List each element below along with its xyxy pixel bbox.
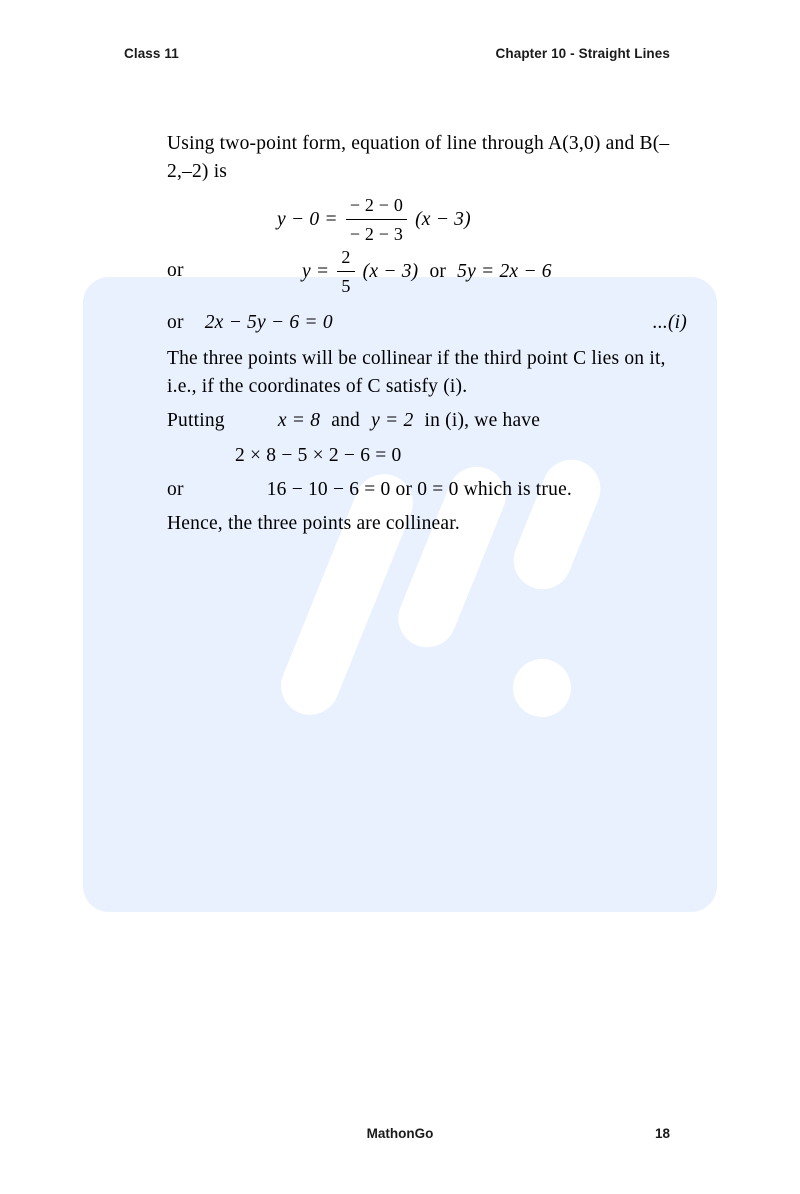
putting-value-y: y = 2 <box>371 410 414 432</box>
equation-two-point-form <box>167 193 687 244</box>
collinear-condition-paragraph: The three points will be collinear if the third point C lies on it, i.e., if the coordinates of C satisfy (i). <box>167 347 666 398</box>
equation2-denominator: 5 <box>337 271 354 299</box>
final-or-label: or <box>167 478 184 500</box>
equation2-connector: or <box>429 260 447 282</box>
equation3-reference: ...(i) <box>652 311 687 333</box>
equation1-numerator: − 2 − 0 <box>349 194 404 215</box>
putting-value-x: x = 8 <box>277 410 321 432</box>
equation2-lhs: y = <box>302 260 330 282</box>
equation3-body: 2x − 5y − 6 = 0 <box>204 311 333 333</box>
equation1-fraction <box>346 192 407 247</box>
final-evaluation-text: 16 − 10 − 6 = 0 or 0 = 0 which is true. <box>266 478 572 500</box>
equation2-rhs-a: (x − 3) <box>362 260 419 282</box>
equation2-fraction <box>337 244 354 299</box>
footer-brand: MathonGo <box>366 1126 434 1141</box>
equation1-rhs: (x − 3) <box>415 208 471 230</box>
equation2-numerator: 2 <box>341 246 351 267</box>
equation3-or-label: or <box>167 311 184 333</box>
equation2-rhs-b: 5y = 2x − 6 <box>457 260 552 282</box>
header-chapter-label: Chapter 10 - Straight Lines <box>495 46 670 61</box>
conclusion-row: Hence, the three points are collinear. <box>167 513 460 535</box>
solution-body <box>167 130 687 538</box>
putting-tail: in (i), we have <box>424 410 541 432</box>
intro-line-1: Using two-point form, equation of line through A(3,0) and <box>167 133 635 154</box>
putting-label: Putting <box>167 410 225 432</box>
substitution-row: 2 × 8 − 5 × 2 − 6 = 0 <box>235 444 402 466</box>
footer-page-number: 18 <box>654 1126 670 1141</box>
final-evaluation-row <box>167 476 687 504</box>
putting-row <box>167 407 687 435</box>
header-class-label: Class 11 <box>124 46 179 61</box>
equation2-or-label: or <box>167 259 184 281</box>
equation1-lhs: y − 0 = <box>277 208 338 230</box>
equation1-denominator: − 2 − 3 <box>346 219 407 247</box>
equation-slope-form <box>167 245 687 296</box>
equation-standard-form-row <box>167 309 687 337</box>
putting-connector: and <box>331 410 360 432</box>
intro-line-2: B(–2,–2) is <box>167 133 670 183</box>
intro-paragraph <box>167 130 685 187</box>
page-header <box>124 46 676 68</box>
